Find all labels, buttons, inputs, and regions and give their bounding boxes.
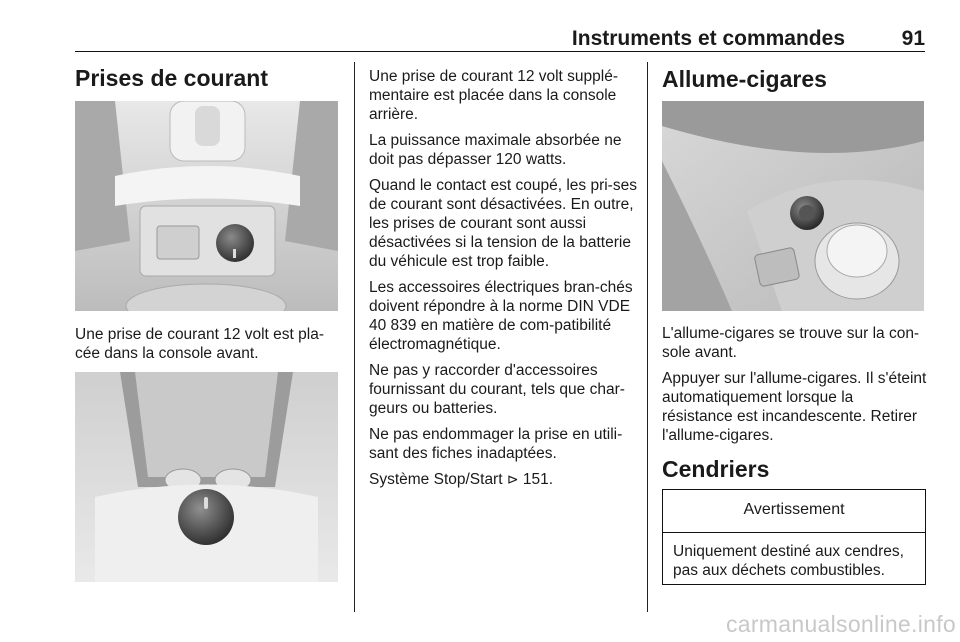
paragraph-no-chargers: Ne pas y raccorder d'accessoires fournissant du courant, tels que char-geurs ou batteries. [369, 362, 625, 417]
page-number: 91 [901, 27, 925, 50]
warning-title: Avertissement [663, 490, 925, 533]
paragraph-accessories-norm: Les accessoires électriques bran-chés doivent répondre à la norme DIN VDE 40 839 en matière de com-patibilité électromagnétique. [369, 279, 633, 353]
photo-front-power-outlet [75, 101, 338, 311]
reference-page: 151. [522, 471, 554, 488]
paragraph-max-power: La puissance maximale absorbée ne doit pas dépasser 120 watts. [369, 132, 622, 168]
paragraph-rear-outlet: Une prise de courant 12 volt supplé-mentaire est placée dans la console arrière. [369, 68, 619, 123]
chapter-title: Instruments et commandes [571, 27, 845, 50]
paragraph-ignition-off: Quand le contact est coupé, les pri-ses de courant sont désactivées. En outre, les prises de courant sont aussi désactivées si la tension de la batterie du véhicule est trop faible. [369, 177, 637, 270]
heading-ashtrays: Cendriers [662, 456, 770, 482]
caption-front-outlet: Une prise de courant 12 volt est pla- cée dans la console avant. [75, 326, 324, 362]
reference-arrow-icon: ⊳ [506, 471, 519, 487]
paragraph-lighter-usage: Appuyer sur l'allume-cigares. Il s'éteint automatiquement lorsque la résistance est incandescente. Retirer l'allume-cigares. [662, 370, 927, 444]
heading-cigarette-lighter: Allume-cigares [662, 66, 827, 92]
column-body-text [369, 67, 639, 496]
page-header [75, 25, 925, 52]
warning-box [662, 489, 926, 585]
reference-text: Système Stop/Start [369, 471, 503, 488]
watermark: carmanualsonline.info [725, 611, 956, 637]
column-divider-right [647, 62, 648, 612]
photo-cigarette-lighter [662, 101, 924, 311]
lighter-text-block [662, 324, 927, 452]
cross-reference-stop-start[interactable] [369, 470, 639, 489]
paragraph-no-damage: Ne pas endommager la prise en utili-sant des fiches inadaptées. [369, 426, 623, 462]
warning-text: Uniquement destiné aux cendres, pas aux déchets combustibles. [673, 543, 904, 579]
column-divider-left [354, 62, 355, 612]
paragraph-lighter-location: L'allume-cigares se trouve sur la con-sole avant. [662, 325, 920, 361]
heading-power-outlets: Prises de courant [75, 65, 269, 91]
photo-rear-power-outlet [75, 372, 338, 582]
